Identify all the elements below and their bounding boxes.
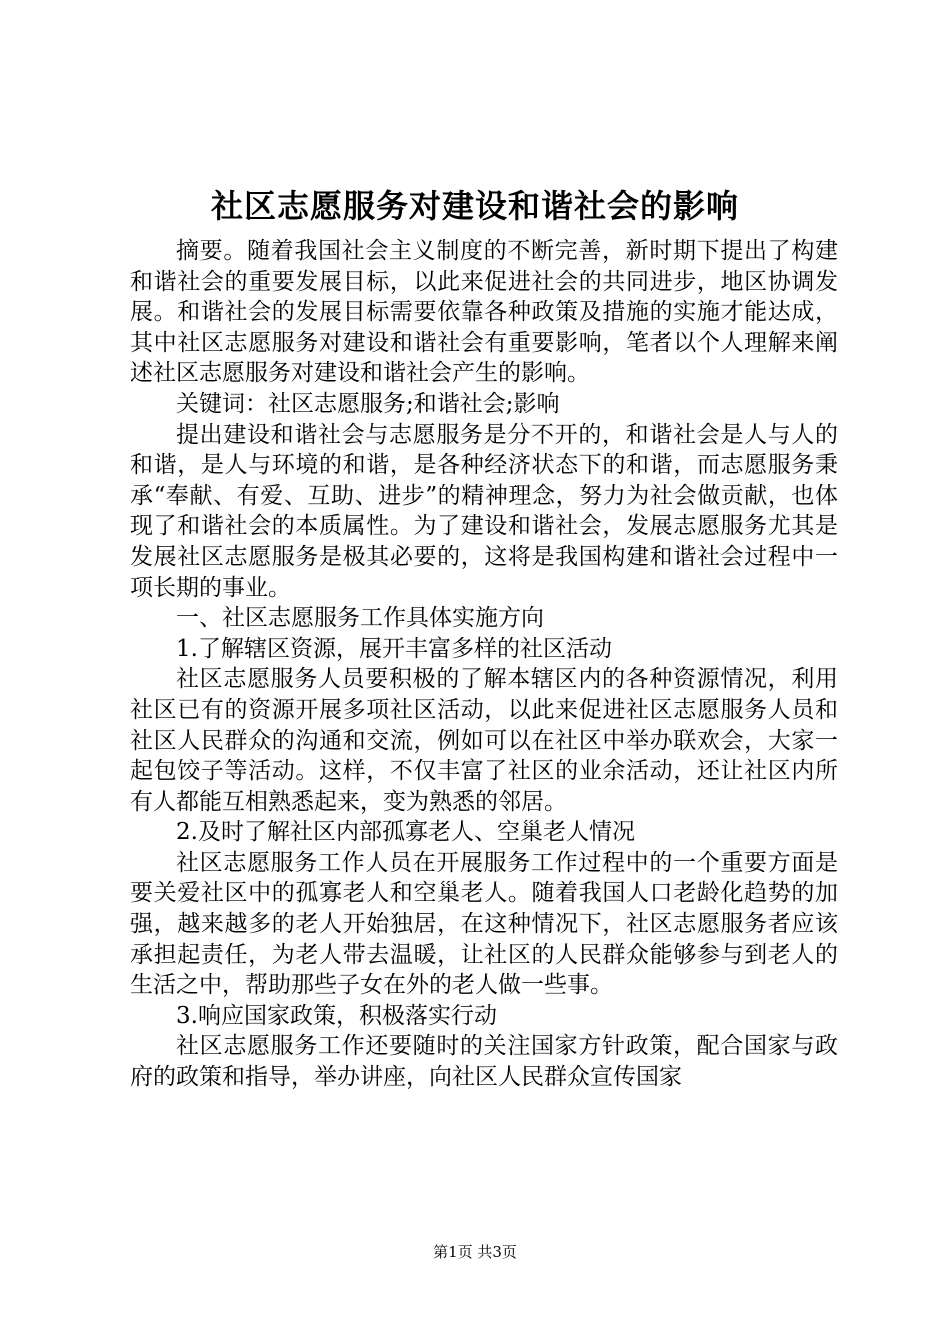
document-title: 社区志愿服务对建设和谐社会的影响 (210, 187, 739, 225)
page-footer: 第1页 共3页 (433, 1243, 517, 1261)
subsection-heading: 2.及时了解社区内部孤寡老人、空巢老人情况 (176, 819, 635, 846)
document-body (130, 236, 838, 1093)
body-paragraph: 社区志愿服务人员要积极的了解本辖区内的各种资源情况，利用社区已有的资源开展多项社区活动，以此来促进社区志愿服务人员和社区人民群众的沟通和交流，例如可以在社区中举办联欢会，大家一起包饺子等活动。这样，不仅丰富了社区的业余活动，还让社区内所有人都能互相熟悉起来，变为熟悉的邻居。 (130, 666, 838, 815)
intro-paragraph: 提出建设和谐社会与志愿服务是分不开的，和谐社会是人与人的和谐，是人与环境的和谐，是各种经济状态下的和谐，而志愿服务秉承“奉献、有爱、互助、进步”的精神理念，努力为社会做贡献，也体现了和谐社会的本质属性。为了建设和谐社会，发展志愿服务尤其是发展社区志愿服务是极其必要的，这将是我国构建和谐社会过程中一项长期的事业。 (130, 421, 838, 601)
body-paragraph: 社区志愿服务工作人员在开展服务工作过程中的一个重要方面是要关爱社区中的孤寡老人和空巢老人。随着我国人口老龄化趋势的加强，越来越多的老人开始独居，在这种情况下，社区志愿服务者应该承担起责任，为老人带去温暖，让社区的人民群众能够参与到老人的生活之中，帮助那些子女在外的老人做一些事。 (130, 849, 838, 999)
keywords-paragraph: 关键词：社区志愿服务;和谐社会;影响 (176, 390, 560, 417)
abstract-paragraph: 摘要。随着我国社会主义制度的不断完善，新时期下提出了构建和谐社会的重要发展目标，以此来促进社会的共同进步，地区协调发展。和谐社会的发展目标需要依靠各种政策及措施的实施才能达成，其中社区志愿服务对建设和谐社会有重要影响，笔者以个人理解来阐述社区志愿服务对建设和谐社会产生的影响。 (130, 238, 838, 387)
subsection-heading: 3.响应国家政策，积极落实行动 (176, 1002, 497, 1029)
section-heading: 一、社区志愿服务工作具体实施方向 (176, 605, 544, 632)
subsection-heading: 1.了解辖区资源，展开丰富多样的社区活动 (176, 635, 612, 662)
body-paragraph: 社区志愿服务工作还要随时的关注国家方针政策，配合国家与政府的政策和指导，举办讲座，向社区人民群众宣传国家 (130, 1033, 838, 1091)
